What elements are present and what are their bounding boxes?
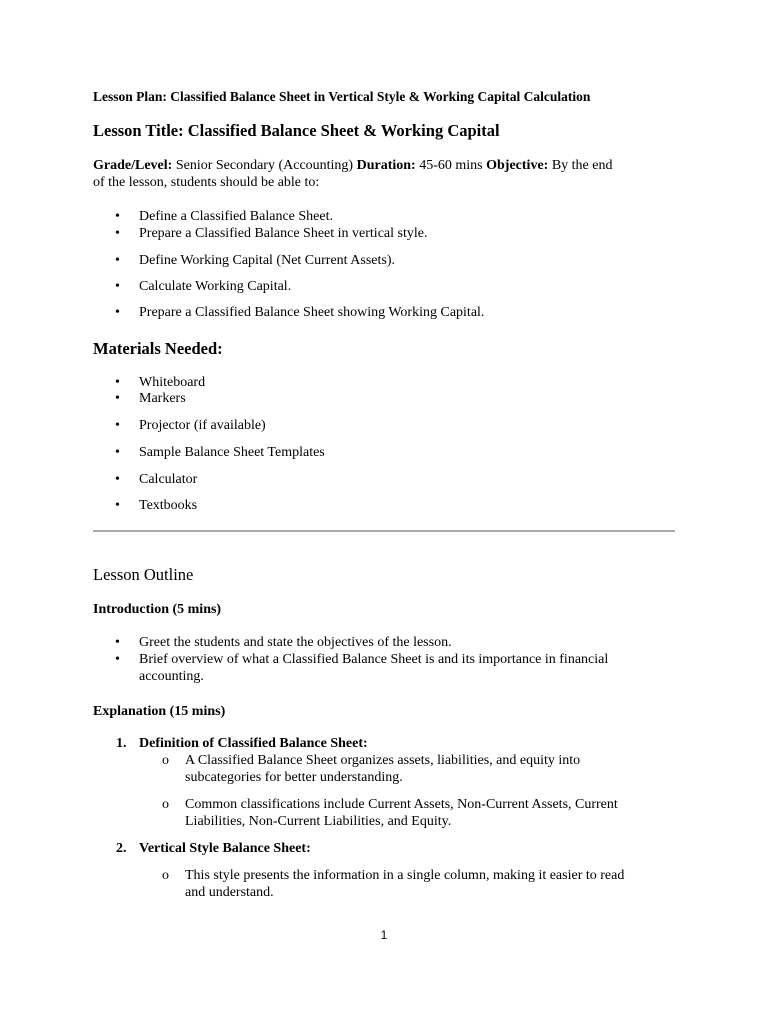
- bullet-icon: •: [115, 226, 120, 241]
- bullet-icon: •: [115, 253, 120, 268]
- bullet-icon: •: [115, 445, 120, 460]
- bullet-icon: •: [115, 635, 120, 650]
- objective-label: Objective:: [486, 158, 549, 173]
- explanation-heading: Explanation (15 mins): [93, 704, 226, 719]
- bullet-icon: •: [115, 391, 120, 406]
- duration-value: 45-60 mins: [419, 158, 483, 173]
- outline-heading: Lesson Outline: [93, 565, 194, 584]
- grade-label: Grade/Level:: [93, 158, 173, 173]
- bullet-icon: •: [115, 652, 120, 667]
- page-number: 1: [380, 928, 388, 942]
- circle-bullet-icon: o: [162, 868, 169, 883]
- bullet-icon: •: [115, 498, 120, 513]
- duration-label: Duration:: [356, 158, 416, 173]
- materials-heading: Materials Needed:: [93, 339, 223, 358]
- section-divider: [93, 530, 675, 532]
- item-number: 1.: [116, 736, 127, 751]
- lesson-meta: [93, 157, 683, 191]
- bullet-icon: •: [115, 472, 120, 487]
- intro-heading: Introduction (5 mins): [93, 602, 222, 617]
- grade-value: Senior Secondary (Accounting): [175, 158, 354, 173]
- item-number: 2.: [116, 841, 127, 856]
- document-header: Lesson Plan: Classified Balance Sheet in Vertical Style & Working Capital Calculation: [93, 89, 591, 104]
- objective-text-line1: By the end: [551, 158, 613, 173]
- bullet-icon: •: [115, 305, 120, 320]
- bullet-icon: •: [115, 209, 120, 224]
- objective-text-line2: of the lesson, students should be able to:: [93, 175, 320, 190]
- item-title: Vertical Style Balance Sheet:: [139, 841, 311, 856]
- bullet-icon: •: [115, 418, 120, 433]
- item-title: Definition of Classified Balance Sheet:: [139, 736, 368, 751]
- circle-bullet-icon: o: [162, 797, 169, 812]
- bullet-icon: •: [115, 375, 120, 390]
- bullet-icon: •: [115, 279, 120, 294]
- lesson-title: Lesson Title: Classified Balance Sheet & Working Capital: [93, 121, 500, 140]
- circle-bullet-icon: o: [162, 753, 169, 768]
